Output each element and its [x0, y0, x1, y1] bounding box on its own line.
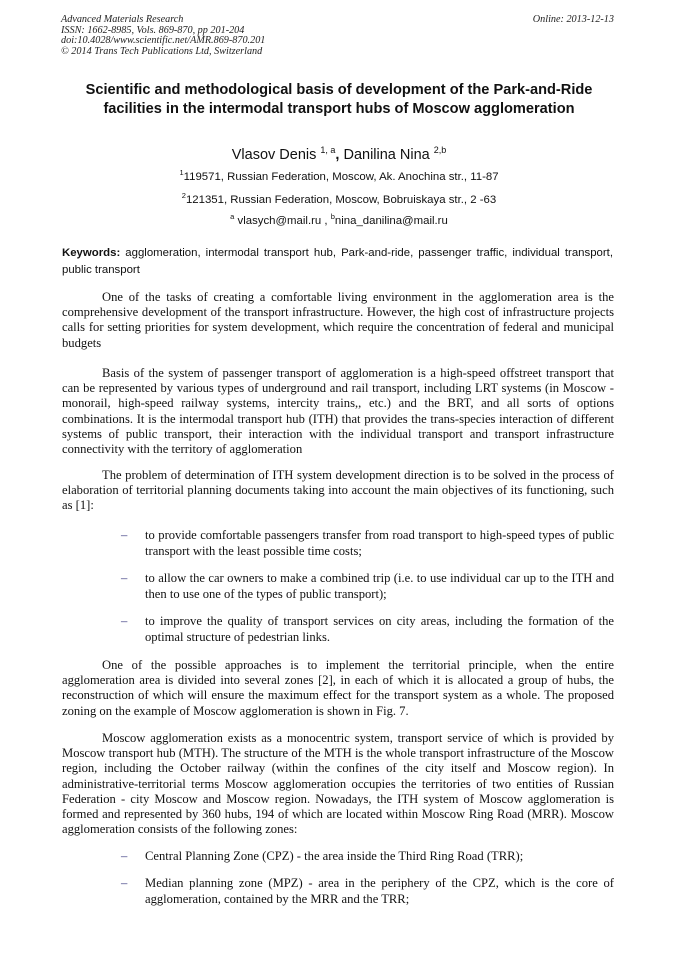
list-item-text: to allow the car owners to make a combined trip (i.e. to use individual car up to the ITH and then to use one of the types of public transport); — [145, 571, 614, 601]
dash-bullet: – — [121, 849, 128, 863]
dash-bullet: – — [121, 528, 128, 542]
keywords-label: Keywords: — [62, 247, 121, 259]
list-item — [121, 614, 614, 645]
online-date: Online: 2013-12-13 — [532, 14, 614, 25]
copyright-line: © 2014 Trans Tech Publications Ltd, Switzerland — [61, 45, 263, 57]
doi-line[interactable]: doi:10.4028/www.scientific.net/AMR.869-870.201 — [61, 35, 266, 47]
keywords — [62, 245, 613, 279]
affiliation — [0, 166, 678, 184]
email-marker: b — [330, 212, 335, 221]
author-superscript: 2,b — [433, 145, 447, 155]
dash-bullet: – — [121, 571, 128, 585]
list-item — [121, 571, 614, 602]
author-name: Danilina Nina — [343, 147, 430, 163]
body-paragraph: Basis of the system of passenger transport of agglomeration is a high-speed offstreet transport that can be represented by various types of underground and rail transport, including LRT systems (in Moscow - monorail, high-speed railway systems, intercity trains,, etc.) and the BRT, and all sorts of options combinations. It is the intermodal transport hub (ITH) that provides the trans-species interaction of different systems of public transport, their interaction with the individual transport and transport infrastructure connectivity with the territory of agglomeration — [62, 366, 614, 457]
journal-header — [61, 15, 265, 57]
issn-line: ISSN: 1662-8985, Vols. 869-870, pp 201-204 — [61, 24, 245, 36]
list-item-text: to provide comfortable passengers transfer from road transport to high-speed types of public transport with the least possible time costs; — [145, 528, 614, 558]
affiliation-text: 121351, Russian Federation, Moscow, Bobruiskaya str., 2 -63 — [185, 194, 497, 206]
email-link[interactable]: vlasych@mail.ru , — [237, 215, 328, 227]
body-paragraph: One of the tasks of creating a comfortable living environment in the agglomeration area is the comprehensive development of the transport infrastructure. However, the high cost of infrastructure projects calls for setting priorities for system development, which require the concentration of federal and municipal budgets — [62, 290, 614, 350]
author-line — [0, 141, 678, 164]
dash-bullet: – — [121, 876, 128, 890]
list-item-text: Central Planning Zone (CPZ) - the area inside the Third Ring Road (TRR); — [145, 849, 524, 863]
keywords-text: agglomeration, intermodal transport hub, Park-and-ride, passenger traffic, individual transport, public transport — [62, 247, 613, 276]
affiliation-marker: 1 — [179, 168, 184, 177]
author-superscript: 1, a — [320, 145, 336, 155]
author-name: Vlasov Denis — [231, 147, 317, 163]
list-item — [121, 528, 614, 559]
list-item-text: to improve the quality of transport services on city areas, including the formation of the optimal structure of pedestrian links. — [145, 614, 614, 644]
list-item-text: Median planning zone (MPZ) - area in the periphery of the CPZ, which is the core of agglomeration, contained by the MRR and the TRR; — [145, 876, 614, 906]
author-separator: , — [335, 147, 340, 163]
body-paragraph: One of the possible approaches is to implement the territorial principle, when the entire agglomeration area is divided into several zones [2], in each of which it is allocated a group of hubs, the reconstruction of which will ensure the maximum effect for the transport system as a whole. The proposed zoning on the example of Moscow agglomeration is shown in Fig. 7. — [62, 658, 614, 718]
list-item — [121, 849, 614, 865]
body-paragraph: Moscow agglomeration exists as a monocentric system, transport service of which is provided by Moscow transport hub (MTH). The structure of the MTH is the whole transport infrastructure of the Moscow region, including the October railway (within the confines of the city itself and Moscow region). In administrative-territorial terms Moscow agglomeration occupies the territories of two entities of Russian Federation - city Moscow and Moscow region. Nowadays, the ITH system of Moscow agglomeration is formed and represented by 360 hubs, 194 of which are located within Moscow Ring Road (MRR). Moscow agglomeration consists of the following zones: — [62, 731, 614, 837]
journal-name: Advanced Materials Research — [61, 14, 184, 25]
email-marker: a — [230, 212, 235, 221]
affiliation-marker: 2 — [181, 191, 186, 200]
affiliation-text: 119571, Russian Federation, Moscow, Ak. Anochina str., 11-87 — [183, 171, 499, 183]
body-paragraph: The problem of determination of ITH system development direction is to be solved in the process of elaboration of territorial planning documents taking into account the main objectives of its functioning, such as [1]: — [62, 468, 614, 513]
list-item — [121, 876, 614, 907]
paper-title: Scientific and methodological basis of development of the Park-and-Ride facilities in the intermodal transport hubs of Moscow agglomeration — [85, 82, 593, 117]
email-line — [0, 210, 678, 228]
affiliation — [0, 189, 678, 207]
dash-bullet: – — [121, 614, 128, 628]
email-link[interactable]: nina_danilina@mail.ru — [334, 215, 448, 227]
